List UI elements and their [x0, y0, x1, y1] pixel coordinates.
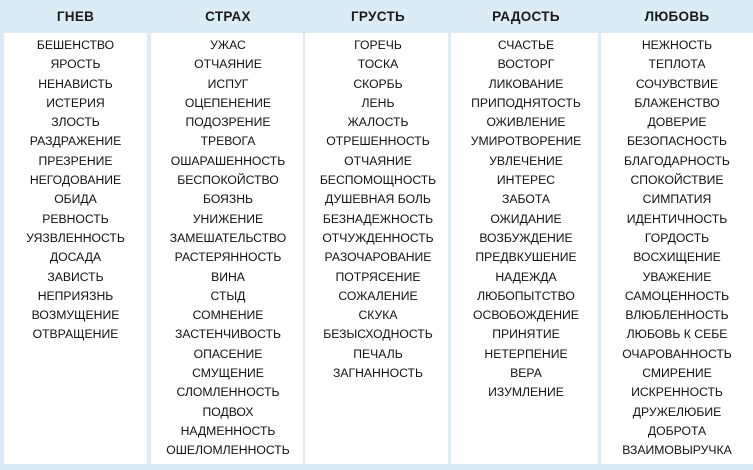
- emotion-item: ОШАРАШЕННОСТЬ: [170, 153, 286, 168]
- column-header: ЛЮБОВЬ: [644, 9, 710, 24]
- emotion-item: ОЦЕПЕНЕНИЕ: [184, 95, 272, 110]
- emotion-item: УВЛЕЧЕНИЕ: [489, 153, 563, 168]
- emotion-item: ПРИНЯТИЕ: [492, 327, 560, 342]
- emotion-item: ДОБРОТА: [647, 423, 707, 438]
- emotion-item: БЕЗНАДЕЖНОСТЬ: [322, 211, 434, 226]
- emotion-item: ДРУЖЕЛЮБИЕ: [632, 404, 722, 419]
- emotion-item: ОПАСЕНИЕ: [193, 346, 263, 361]
- emotion-item: ЗАМЕШАТЕЛЬСТВО: [169, 230, 287, 245]
- emotion-list: [0, 33, 151, 345]
- emotion-list: [151, 33, 305, 461]
- emotion-item: ИНТЕРЕС: [496, 173, 556, 188]
- emotion-item: ПОДВОХ: [202, 404, 254, 419]
- emotion-item: ЗАСТЕНЧИВОСТЬ: [175, 327, 281, 342]
- emotion-item: ВЕРА: [510, 366, 542, 381]
- emotion-item: ИСТЕРИЯ: [46, 95, 105, 110]
- emotion-item: ЛИКОВАНИЕ: [488, 76, 564, 91]
- column-fear: [151, 0, 305, 470]
- emotion-item: ОСВОБОЖДЕНИЕ: [473, 308, 579, 323]
- emotion-item: БЛАЖЕНСТВО: [634, 95, 720, 110]
- emotion-item: ЛЮБОПЫТСТВО: [477, 288, 575, 303]
- emotion-item: ВОСТОРГ: [497, 57, 555, 72]
- emotion-item: ОЖИДАНИЕ: [490, 211, 562, 226]
- emotion-item: ВИНА: [211, 269, 245, 284]
- emotion-item: УМИРОТВОРЕНИЕ: [470, 134, 582, 149]
- emotion-item: НЕПРИЯЗНЬ: [37, 288, 114, 303]
- emotion-item: ЛЕНЬ: [361, 95, 395, 110]
- emotion-item: РЕВНОСТЬ: [42, 211, 109, 226]
- emotion-item: ДОСАДА: [49, 250, 102, 265]
- emotion-item: ПРЕДВКУШЕНИЕ: [475, 250, 577, 265]
- emotion-item: ТОСКА: [357, 57, 399, 72]
- emotion-item: РАСТЕРЯННОСТЬ: [174, 250, 282, 265]
- emotion-item: ПРЕЗРЕНИЕ: [38, 153, 113, 168]
- column-header: РАДОСТЬ: [492, 9, 560, 24]
- emotion-item: СКУКА: [358, 308, 398, 323]
- emotion-item: УВАЖЕНИЕ: [642, 269, 712, 284]
- emotion-item: ПОТРЯСЕНИЕ: [335, 269, 421, 284]
- emotion-list: [451, 33, 601, 403]
- emotion-item: ВЛЮБЛЕННОСТЬ: [625, 308, 729, 323]
- emotion-item: НЕТЕРПЕНИЕ: [484, 346, 568, 361]
- emotion-item: РАЗОЧАРОВАНИЕ: [324, 250, 432, 265]
- emotion-item: СОЖАЛЕНИЕ: [338, 288, 418, 303]
- emotion-item: ПОДОЗРЕНИЕ: [185, 115, 271, 130]
- emotion-item: ОЧАРОВАННОСТЬ: [622, 346, 732, 361]
- emotion-item: РАЗДРАЖЕНИЕ: [29, 134, 122, 149]
- column-header: ГНЕВ: [56, 9, 95, 24]
- emotion-item: ДОВЕРИЕ: [647, 115, 707, 130]
- emotion-item: СЧАСТЬЕ: [497, 38, 555, 52]
- emotion-item: СИМПАТИЯ: [642, 192, 712, 207]
- emotion-item: СКОРБЬ: [353, 76, 403, 91]
- emotion-item: ВОСХИЩЕНИЕ: [633, 250, 721, 265]
- emotion-item: ИСПУГ: [207, 76, 249, 91]
- emotion-item: ВОЗМУЩЕНИЕ: [31, 308, 120, 323]
- emotion-item: ОШЕЛОМЛЕННОСТЬ: [166, 443, 290, 458]
- emotion-item: БОЯЗНЬ: [202, 192, 254, 207]
- column-header: СТРАХ: [205, 9, 251, 24]
- emotion-item: НЕНАВИСТЬ: [38, 76, 113, 91]
- emotion-item: ЖАЛОСТЬ: [347, 115, 409, 130]
- column-joy: [451, 0, 601, 470]
- emotion-item: УНИЖЕНИЕ: [192, 211, 264, 226]
- emotion-item: ДУШЕВНАЯ БОЛЬ: [325, 192, 431, 207]
- emotion-item: САМОЦЕННОСТЬ: [624, 288, 730, 303]
- emotion-item: ОТВРАЩЕНИЕ: [32, 327, 119, 342]
- emotion-list: [601, 33, 753, 461]
- emotion-item: ТЕПЛОТА: [648, 57, 706, 72]
- emotion-item: ТРЕВОГА: [200, 134, 256, 149]
- emotion-item: НАДМЕННОСТЬ: [180, 423, 276, 438]
- emotion-item: СОЧУВСТВИЕ: [635, 76, 719, 91]
- emotion-item: СТЫД: [210, 288, 246, 303]
- emotion-item: ОТЧАЯНИЕ: [194, 57, 262, 72]
- emotion-item: НАДЕЖДА: [495, 269, 557, 284]
- emotion-item: ОТРЕШЕННОСТЬ: [326, 134, 430, 149]
- emotion-item: ЯРОСТЬ: [50, 57, 101, 72]
- emotion-item: ИДЕНТИЧНОСТЬ: [626, 211, 728, 226]
- column-sadness: [305, 0, 451, 470]
- emotion-item: ВОЗБУЖДЕНИЕ: [479, 230, 573, 245]
- emotion-item: ОБИДА: [54, 192, 97, 207]
- emotion-item: ЗАГНАННОСТЬ: [333, 366, 423, 381]
- emotion-item: СПОКОЙСТВИЕ: [630, 173, 724, 188]
- emotion-item: ОТЧАЯНИЕ: [344, 153, 412, 168]
- column-anger: [0, 0, 151, 470]
- emotion-item: БЕШЕНСТВО: [36, 38, 115, 52]
- column-love: [601, 0, 753, 470]
- emotion-item: ГОРДОСТЬ: [644, 230, 710, 245]
- emotion-item: СЛОМЛЕННОСТЬ: [176, 385, 280, 400]
- emotion-item: БЕСПОМОЩНОСТЬ: [319, 173, 437, 188]
- emotion-item: УЖАС: [210, 38, 246, 52]
- emotion-item: ГОРЕЧЬ: [354, 38, 402, 52]
- emotion-item: НЕГОДОВАНИЕ: [29, 173, 122, 188]
- emotion-item: ИЗУМЛЕНИЕ: [488, 385, 564, 400]
- emotion-item: ЗАБОТА: [502, 192, 550, 207]
- emotion-item: УЯЗВЛЕННОСТЬ: [26, 230, 125, 245]
- emotion-item: ПРИПОДНЯТОСТЬ: [471, 95, 581, 110]
- emotion-item: ЗЛОСТЬ: [51, 115, 100, 130]
- emotion-item: НЕЖНОСТЬ: [641, 38, 713, 52]
- emotion-item: ОЖИВЛЕНИЕ: [486, 115, 566, 130]
- emotion-list: [305, 33, 451, 383]
- emotion-item: ЛЮБОВЬ К СЕБЕ: [626, 327, 728, 342]
- emotion-item: СМИРЕНИЕ: [642, 366, 712, 381]
- emotion-item: ЗАВИСТЬ: [47, 269, 104, 284]
- emotion-item: ПЕЧАЛЬ: [353, 346, 403, 361]
- emotion-item: БЛАГОДАРНОСТЬ: [624, 153, 730, 168]
- column-header: ГРУСТЬ: [350, 9, 406, 24]
- emotion-item: БЕСПОКОЙСТВО: [177, 173, 279, 188]
- emotion-item: БЕЗОПАСНОСТЬ: [626, 134, 728, 149]
- emotion-item: СОМНЕНИЕ: [192, 308, 264, 323]
- emotion-item: ИСКРЕННОСТЬ: [631, 385, 723, 400]
- emotion-item: ОТЧУЖДЕННОСТЬ: [322, 230, 434, 245]
- emotion-item: БЕЗЫСХОДНОСТЬ: [323, 327, 433, 342]
- emotion-item: СМУЩЕНИЕ: [192, 366, 264, 381]
- emotion-item: ВЗАИМОВЫРУЧКА: [622, 443, 732, 458]
